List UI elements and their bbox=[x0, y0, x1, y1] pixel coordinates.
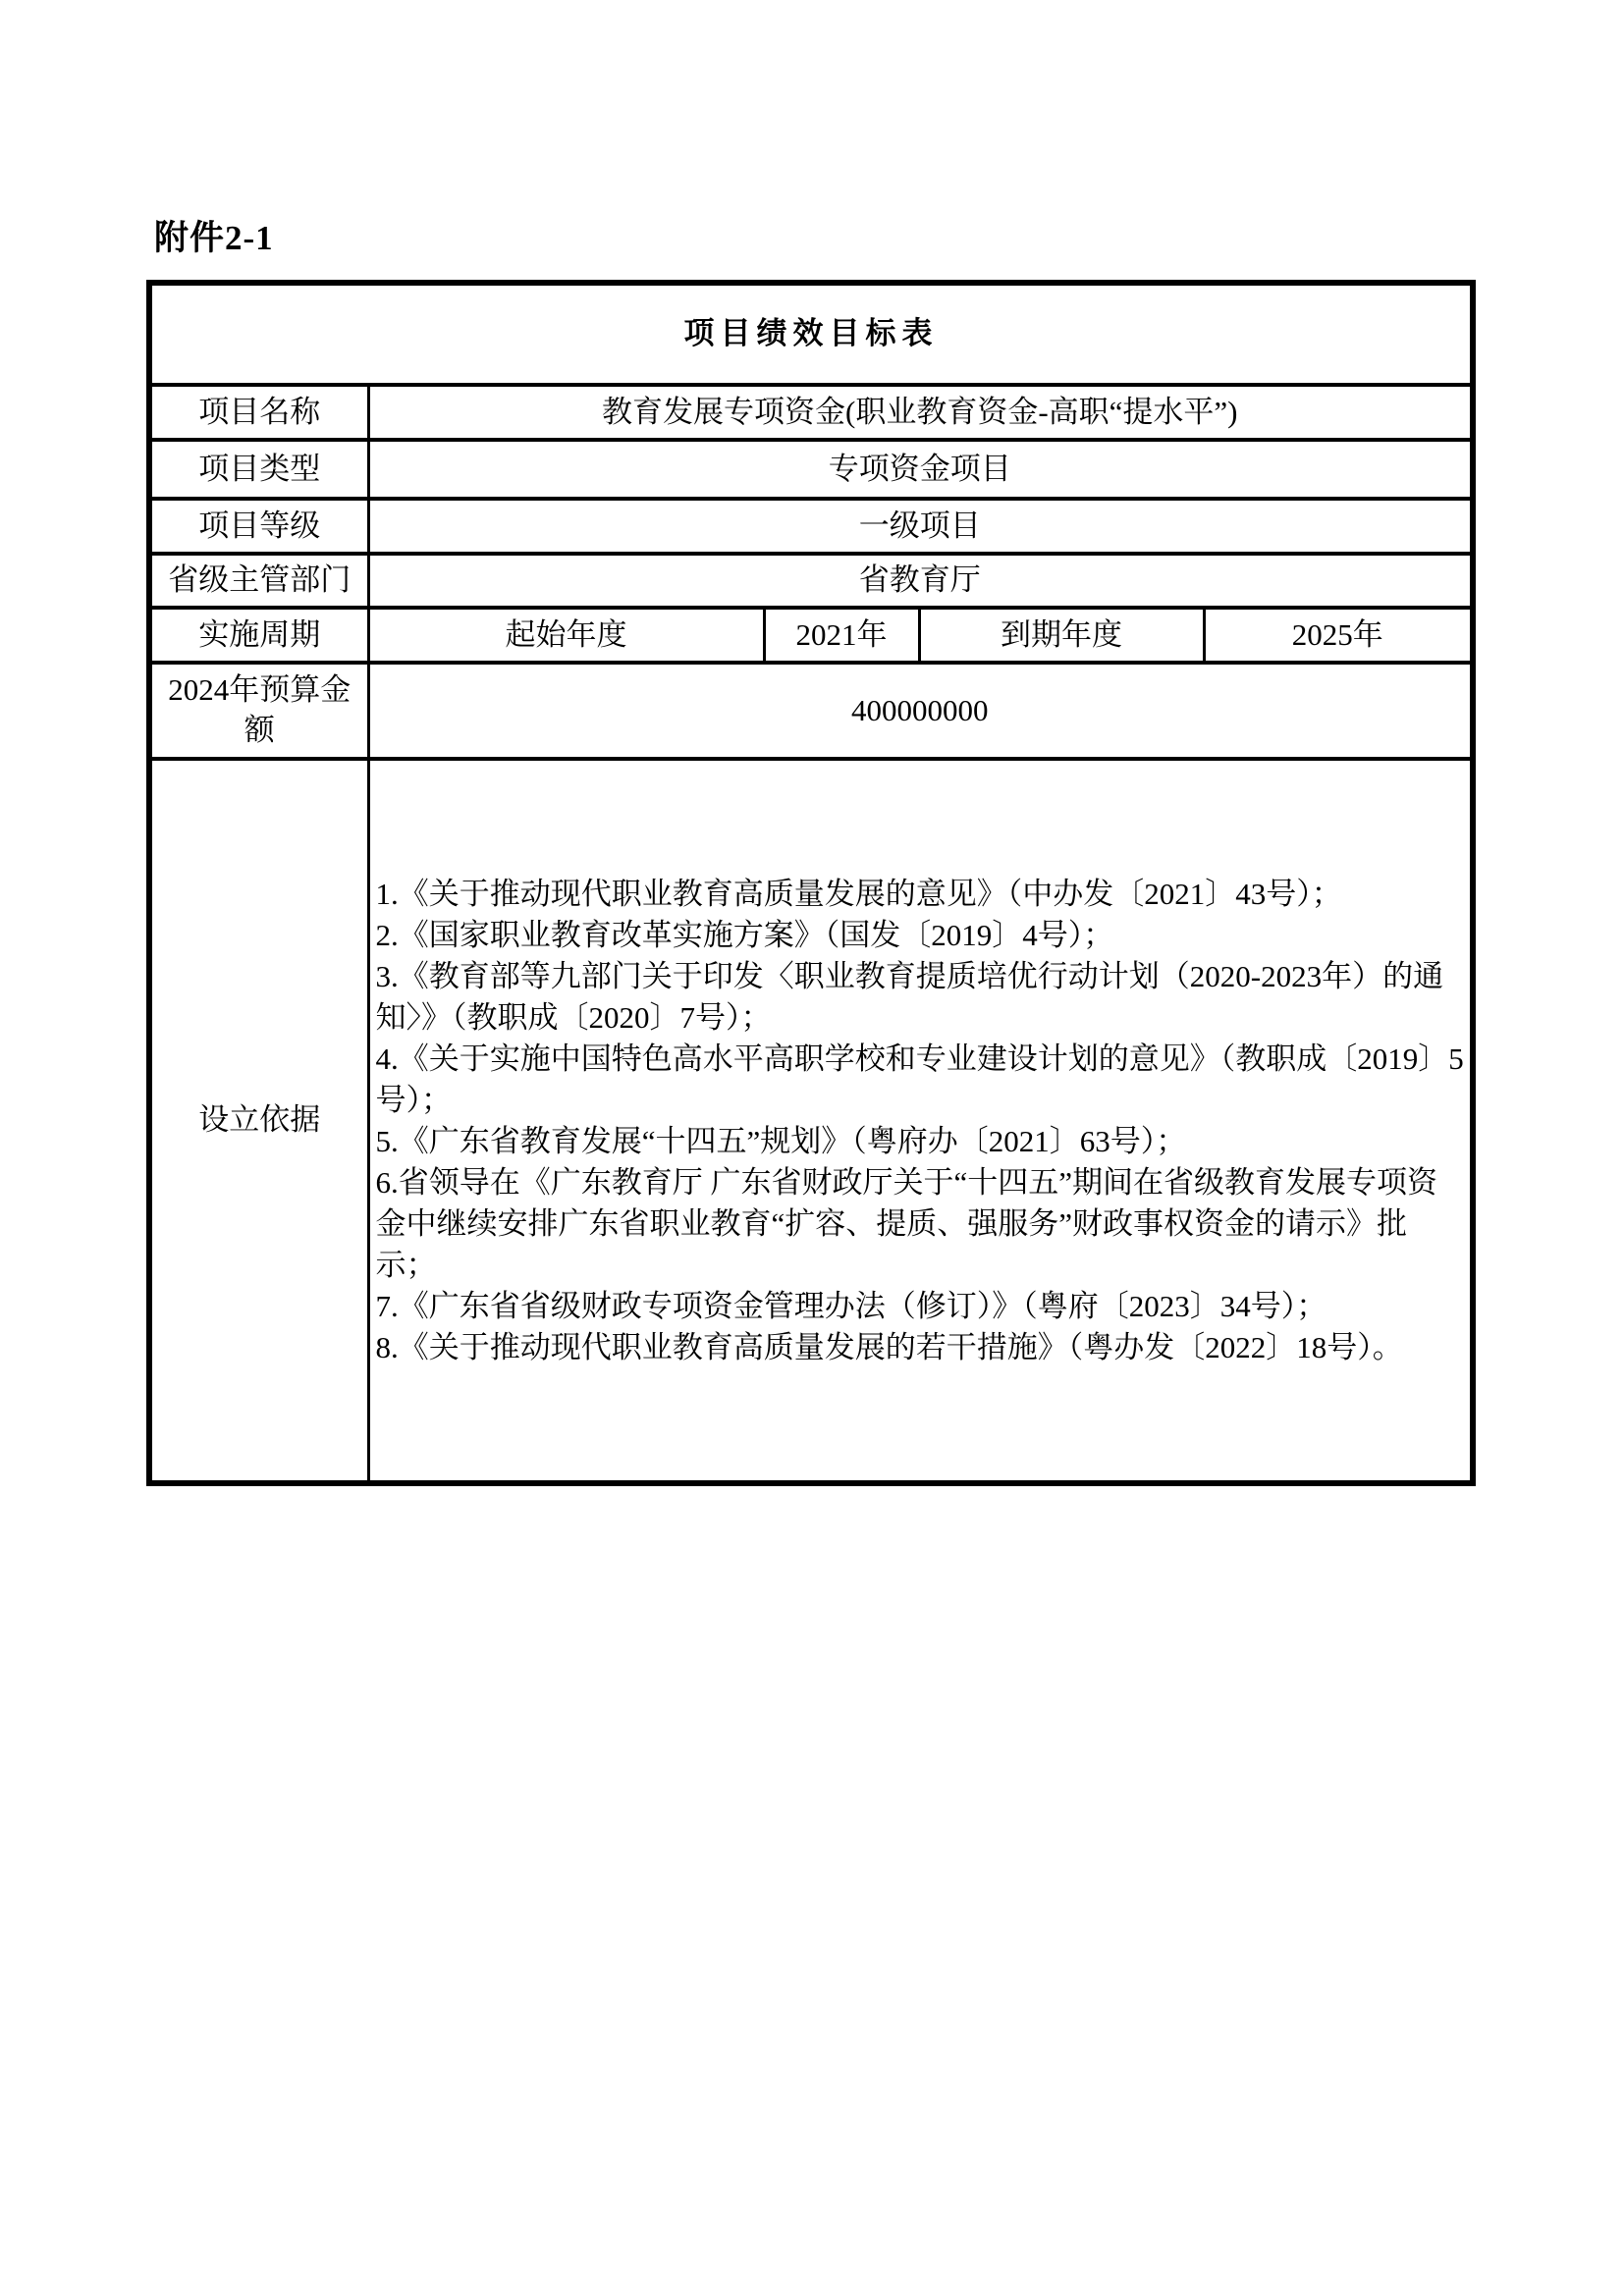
basis-item: 7.《广东省省级财政专项资金管理办法（修订）》（粤府〔2023〕34号）； bbox=[375, 1288, 1327, 1323]
table-row-project-type bbox=[149, 440, 1473, 499]
project-name-value: 教育发展专项资金(职业教育资金-高职“提水平”) bbox=[368, 385, 1473, 440]
project-grade-value: 一级项目 bbox=[368, 499, 1473, 554]
start-year-label: 起始年度 bbox=[368, 608, 764, 663]
project-grade-label: 项目等级 bbox=[149, 499, 368, 554]
table-title-row bbox=[149, 283, 1473, 385]
project-type-label: 项目类型 bbox=[149, 440, 368, 499]
implementation-period-label: 实施周期 bbox=[149, 608, 368, 663]
establishment-basis-content bbox=[368, 759, 1473, 1483]
budget-2024-value: 400000000 bbox=[368, 663, 1473, 759]
table-row-budget-2024 bbox=[149, 663, 1473, 759]
table-row-implementation-period bbox=[149, 608, 1473, 663]
supervising-department-value: 省教育厅 bbox=[368, 554, 1473, 608]
start-year-value: 2021年 bbox=[764, 608, 919, 663]
supervising-department-label: 省级主管部门 bbox=[149, 554, 368, 608]
end-year-value: 2025年 bbox=[1204, 608, 1473, 663]
project-name-label: 项目名称 bbox=[149, 385, 368, 440]
attachment-label: 附件2-1 bbox=[154, 219, 274, 257]
establishment-basis-label: 设立依据 bbox=[149, 759, 368, 1483]
basis-item: 2.《国家职业教育改革实施方案》（国发〔2019〕4号）； bbox=[375, 917, 1114, 952]
table-row-project-name bbox=[149, 385, 1473, 440]
basis-item: 8.《关于推动现代职业教育高质量发展的若干措施》（粤办发〔2022〕18号）。 bbox=[375, 1329, 1403, 1364]
end-year-label: 到期年度 bbox=[919, 608, 1204, 663]
project-type-value: 专项资金项目 bbox=[368, 440, 1473, 499]
basis-item: 4.《关于实施中国特色高水平高职学校和专业建设计划的意见》（教职成〔2019〕5号）； bbox=[375, 1041, 1464, 1117]
table-row-establishment-basis bbox=[149, 759, 1473, 1483]
basis-item: 5.《广东省教育发展“十四五”规划》（粤府办〔2021〕63号）； bbox=[375, 1123, 1187, 1158]
table-row-supervising-department bbox=[149, 554, 1473, 608]
performance-target-table bbox=[146, 280, 1476, 1486]
budget-2024-label: 2024年预算金额 bbox=[149, 663, 368, 759]
table-title: 项目绩效目标表 bbox=[149, 283, 1473, 385]
basis-item: 1.《关于推动现代职业教育高质量发展的意见》（中办发〔2021〕43号）； bbox=[375, 876, 1342, 911]
basis-item: 3.《教育部等九部门关于印发〈职业教育提质培优行动计划（2020-2023年）的通知〉》（教职成〔2020〕7号）； bbox=[375, 958, 1444, 1035]
table-row-project-grade bbox=[149, 499, 1473, 554]
basis-item: 6.省领导在《广东教育厅 广东省财政厅关于“十四五”期间在省级教育发展专项资金中继续安排广东省职业教育“扩容、提质、强服务”财政事权资金的请示》批示； bbox=[375, 1164, 1438, 1282]
